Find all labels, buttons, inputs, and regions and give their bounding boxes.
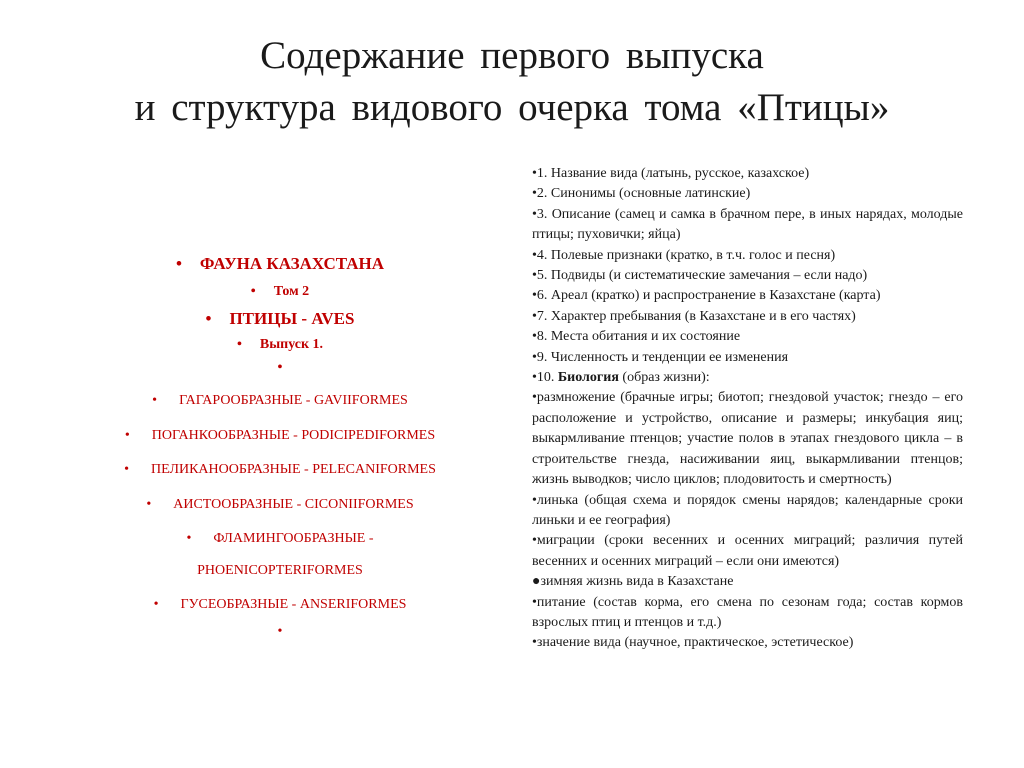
structure-item: •7. Характер пребывания (в Казахстане и в его частях) xyxy=(532,308,856,324)
bullet: • xyxy=(153,597,159,612)
biology-subitem: •миграции (сроки весенних и осенних миграций; различия путей весенних и осенних миграций – если они имеются) xyxy=(532,533,963,569)
bullet: • xyxy=(250,284,256,299)
structure-item: •5. Подвиды (и систематические замечания – если надо) xyxy=(532,268,868,284)
list-item-empty xyxy=(80,360,480,376)
list-item-order: • ФЛАМИНГООБРАЗНЫЕ - xyxy=(186,531,374,546)
structure-item: •4. Полевые признаки (кратко, в т.ч. голос и песня) xyxy=(532,247,836,263)
list-item-order-continued: PHOENICOPTERIFORMES xyxy=(197,563,363,578)
list-item-tom: • Том 2 xyxy=(250,284,310,299)
structure-item: •2. Синонимы (основные латинские) xyxy=(532,186,751,202)
list-item-order: • ПОГАНКООБРАЗНЫЕ - PODICIPEDIFORMES xyxy=(124,428,436,443)
bullet: • xyxy=(152,393,158,408)
list-item-order: • ГАГАРООБРАЗНЫЕ - GAVIIFORMES xyxy=(152,393,408,408)
list-item-birds: • ПТИЦЫ - AVES xyxy=(205,309,355,328)
list-item-fauna: • ФАУНА КАЗАХСТАНА xyxy=(175,254,385,273)
bullet: • xyxy=(146,497,152,512)
biology-heading: Биология xyxy=(557,370,619,386)
bullet: • xyxy=(175,254,182,273)
bullet: • xyxy=(277,624,283,639)
list-item-order: • АИСТООБРАЗНЫЕ - CICONIIFORMES xyxy=(146,497,414,512)
structure-item: •9. Численность и тенденции ее изменения xyxy=(532,349,789,365)
right-column xyxy=(532,164,963,654)
biology-subitem: •размножение (брачные игры; биотоп; гнездовой участок; гнездо – его расположение и устройство, описание и размеры; инкубация яиц; выкармливание птенцов; участие полов в этапах гнездового цикла – в строительстве гнезда, насиживании яиц, выкармливании птенцов; жизнь выводков; число циклов; плодовитость и смертность) xyxy=(532,390,963,488)
title-line-2: и структура видового очерка тома «Птицы» xyxy=(134,86,890,129)
bullet: • xyxy=(124,462,129,477)
bullet: • xyxy=(277,360,283,375)
list-item-order: • ГУСЕОБРАЗНЫЕ - ANSERIFORMES xyxy=(153,597,407,612)
structure-item: •1. Название вида (латынь, русское, казахское) xyxy=(532,166,810,181)
title-line-1: Содержание первого выпуска xyxy=(260,34,764,77)
biology-subitem: •значение вида (научное, практическое, эстетическое) xyxy=(532,635,854,651)
slide-title xyxy=(0,30,1024,134)
bullet: • xyxy=(205,309,212,328)
structure-item-biology: •10. Биология (образ жизни): xyxy=(532,370,710,386)
biology-subitem: ●зимняя жизнь вида в Казахстане xyxy=(532,574,734,590)
biology-subitem: •линька (общая схема и порядок смены нарядов; календарные сроки линьки и ее география) xyxy=(532,492,963,528)
structure-item: •3. Описание (самец и самка в брачном пере, в иных нарядах, молодые птицы; пуховички; яйца) xyxy=(532,206,963,243)
bullet: • xyxy=(236,337,242,352)
biology-subitem: •питание (состав корма, его смена по сезонам года; состав кормов взрослых птиц и птенцов и т.д.) xyxy=(532,594,963,630)
list-item-order: • ПЕЛИКАНООБРАЗНЫЕ - PELECANIFORMES xyxy=(124,462,436,477)
list-item-issue: • Выпуск 1. xyxy=(236,337,324,352)
bullet: • xyxy=(186,531,192,546)
structure-item: •8. Места обитания и их состояние xyxy=(532,329,741,345)
bullet: • xyxy=(124,428,130,443)
list-item-empty xyxy=(80,624,480,640)
structure-item: •6. Ареал (кратко) и распространение в Казахстане (карта) xyxy=(532,288,881,304)
